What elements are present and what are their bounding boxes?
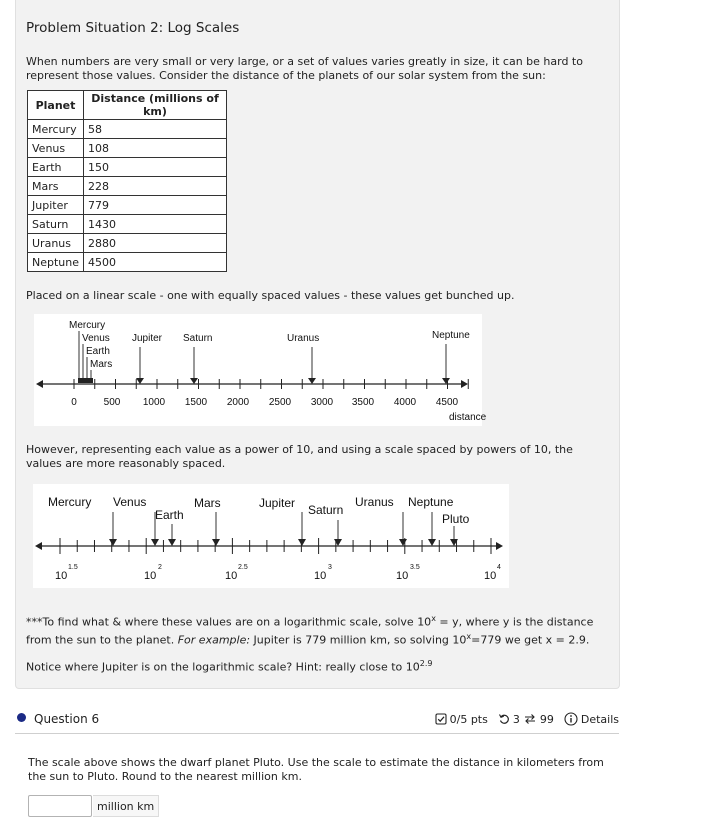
log-tick-label-base: 10 <box>225 570 238 582</box>
table-row <box>28 234 227 253</box>
log-label-pluto: Pluto <box>442 512 470 526</box>
linear-axis-right-arrow <box>461 380 468 388</box>
table-row <box>28 196 227 215</box>
table-cell: 4500 <box>84 253 227 272</box>
linear-label-venus: Venus <box>82 333 110 344</box>
log-tick-label-exp: 3 <box>328 564 332 571</box>
retries-count: 3 <box>512 712 520 726</box>
hint-text: Notice where Jupiter is on the logarithmic scale? Hint: really close to 10 <box>26 660 420 674</box>
log-label-mars: Mars <box>194 496 221 510</box>
details-link[interactable]: Details <box>580 712 619 726</box>
table-cell: 150 <box>84 158 227 177</box>
linear-tick-label: 2000 <box>226 397 250 408</box>
table-row <box>28 215 227 234</box>
linear-tick-label: 0 <box>71 397 77 408</box>
log-arrowhead-saturn <box>334 539 342 546</box>
hint-example: For example: <box>177 633 251 647</box>
log-label-jupiter: Jupiter <box>259 496 296 510</box>
linear-tick-label: 1500 <box>184 397 208 408</box>
question-status-dot <box>17 713 26 722</box>
linear-arrowheads <box>78 378 450 384</box>
linear-tick-labels <box>71 397 458 408</box>
question-text: The scale above shows the dwarf planet Pluto. Use the scale to estimate the distance in kilometers from the sun to Pluto. Round to the nearest million km. <box>28 756 604 783</box>
info-icon[interactable] <box>564 712 578 726</box>
log-scale-text: However, representing each value as a power of 10, and using a scale spaced by powers of 10, the values are more reasonably spaced. <box>26 443 573 470</box>
log-tick-label-base: 10 <box>314 570 327 582</box>
log-arrowhead-mars <box>212 539 220 546</box>
intro-text: When numbers are very small or very large, or a set of values varies greatly in size, it can be hard to represent those values. Consider the distance of the planets of our solar system from the sun: <box>26 55 583 82</box>
log-arrowheads <box>109 539 458 546</box>
table-cell: 779 <box>84 196 227 215</box>
table-cell: Neptune <box>28 253 84 272</box>
log-arrowhead-venus <box>151 539 159 546</box>
answer-input[interactable] <box>28 795 92 817</box>
table-cell: Uranus <box>28 234 84 253</box>
log-tick-label-exp: 2.5 <box>238 564 248 571</box>
table-cell: Saturn <box>28 215 84 234</box>
linear-tick-label: 500 <box>103 397 121 408</box>
linear-scale-text: Placed on a linear scale - one with equally spaced values - these values get bunched up. <box>26 289 515 302</box>
table-cell: 58 <box>84 120 227 139</box>
linear-label-mars: Mars <box>90 359 113 370</box>
linear-tick-label: 4000 <box>393 397 417 408</box>
section-title: Problem Situation 2: Log Scales <box>26 20 240 36</box>
linear-arrowhead-uranus <box>308 378 316 384</box>
log-tick-label-exp: 4 <box>497 564 501 571</box>
hint-paragraph-2 <box>26 657 616 675</box>
log-arrowhead-jupiter <box>298 539 306 546</box>
table-row <box>28 253 227 272</box>
linear-label-mercury: Mercury <box>69 320 106 331</box>
linear-arrowhead-neptune <box>442 378 450 384</box>
linear-tick-label: 3500 <box>351 397 375 408</box>
linear-label-uranus: Uranus <box>287 333 320 344</box>
linear-arrowhead-jupiter <box>136 378 144 384</box>
hint-text: ***To find what & where these values are on a logarithmic scale, solve 10 <box>26 615 432 629</box>
table-row <box>28 120 227 139</box>
hint-text: Jupiter is 779 million km, so solving 10 <box>250 633 467 647</box>
log-tick-label-base: 10 <box>396 570 409 582</box>
table-cell: 108 <box>84 139 227 158</box>
log-label-venus: Venus <box>113 495 147 509</box>
linear-label-jupiter: Jupiter <box>132 333 163 344</box>
table-cell: Venus <box>28 139 84 158</box>
table-cell: Jupiter <box>28 196 84 215</box>
question-title: Question 6 <box>34 712 100 726</box>
table-cell: 1430 <box>84 215 227 234</box>
attempts-icon <box>523 713 537 725</box>
table-cell: Earth <box>28 158 84 177</box>
hint-sup: x <box>466 631 472 641</box>
hint-sup: x <box>431 614 436 623</box>
table-cell: Mercury <box>28 120 84 139</box>
linear-axis-label: distance <box>449 412 487 423</box>
distance-table <box>27 90 227 272</box>
log-label-earth: Earth <box>155 508 184 522</box>
linear-label-earth: Earth <box>86 346 110 357</box>
linear-axis-left-arrow <box>36 380 43 388</box>
attempts-count: 99 <box>539 712 554 726</box>
linear-tick-label: 1000 <box>142 397 166 408</box>
log-arrowhead-mercury <box>109 539 117 546</box>
score-check-icon <box>435 713 447 725</box>
answer-unit-label: million km <box>93 795 159 817</box>
log-tick-label-exp: 1.5 <box>68 564 78 571</box>
table-header-distance: Distance (millions of km) <box>84 91 227 120</box>
log-tick-label-exp: 2 <box>158 564 162 571</box>
log-label-uranus: Uranus <box>355 495 394 509</box>
log-tick-label-base: 10 <box>55 570 68 582</box>
hint-text: = y, where y is the distance from the sun to the planet. <box>26 615 594 647</box>
table-cell: 228 <box>84 177 227 196</box>
log-axis-right-arrow <box>496 542 503 550</box>
hint-text: =779 we get x = 2.9. <box>471 633 590 647</box>
log-axis-left-arrow <box>35 542 42 550</box>
question-header <box>15 705 619 734</box>
log-tick-label-exp: 3.5 <box>410 564 420 571</box>
log-arrowhead-uranus <box>399 539 407 546</box>
linear-arrowhead-saturn <box>190 378 198 384</box>
linear-tick-label: 3000 <box>310 397 334 408</box>
linear-label-neptune: Neptune <box>432 330 470 341</box>
table-row <box>28 158 227 177</box>
table-header-planet: Planet <box>28 91 84 120</box>
log-arrowhead-neptune <box>428 539 436 546</box>
table-cell: Mars <box>28 177 84 196</box>
hint-paragraph-1 <box>26 612 616 647</box>
log-scale-figure <box>33 484 509 588</box>
linear-bunched-marks <box>78 378 93 383</box>
problem-panel <box>15 0 620 689</box>
linear-scale-figure <box>34 314 487 426</box>
log-label-neptune: Neptune <box>408 495 454 509</box>
linear-label-saturn: Saturn <box>183 333 213 344</box>
log-arrowhead-earth <box>168 539 176 546</box>
log-label-saturn: Saturn <box>308 503 344 517</box>
table-cell: 2880 <box>84 234 227 253</box>
table-row <box>28 139 227 158</box>
log-tick-label-base: 10 <box>484 570 497 582</box>
log-tick-label-base: 10 <box>144 570 157 582</box>
question-meta <box>435 712 619 726</box>
score-text: 0/5 pts <box>449 712 488 726</box>
linear-tick-label: 4500 <box>435 397 459 408</box>
table-row <box>28 177 227 196</box>
retry-icon[interactable] <box>498 713 510 725</box>
hint-sup: 2.9 <box>419 659 433 668</box>
linear-tick-label: 2500 <box>268 397 292 408</box>
log-label-mercury: Mercury <box>48 495 92 509</box>
